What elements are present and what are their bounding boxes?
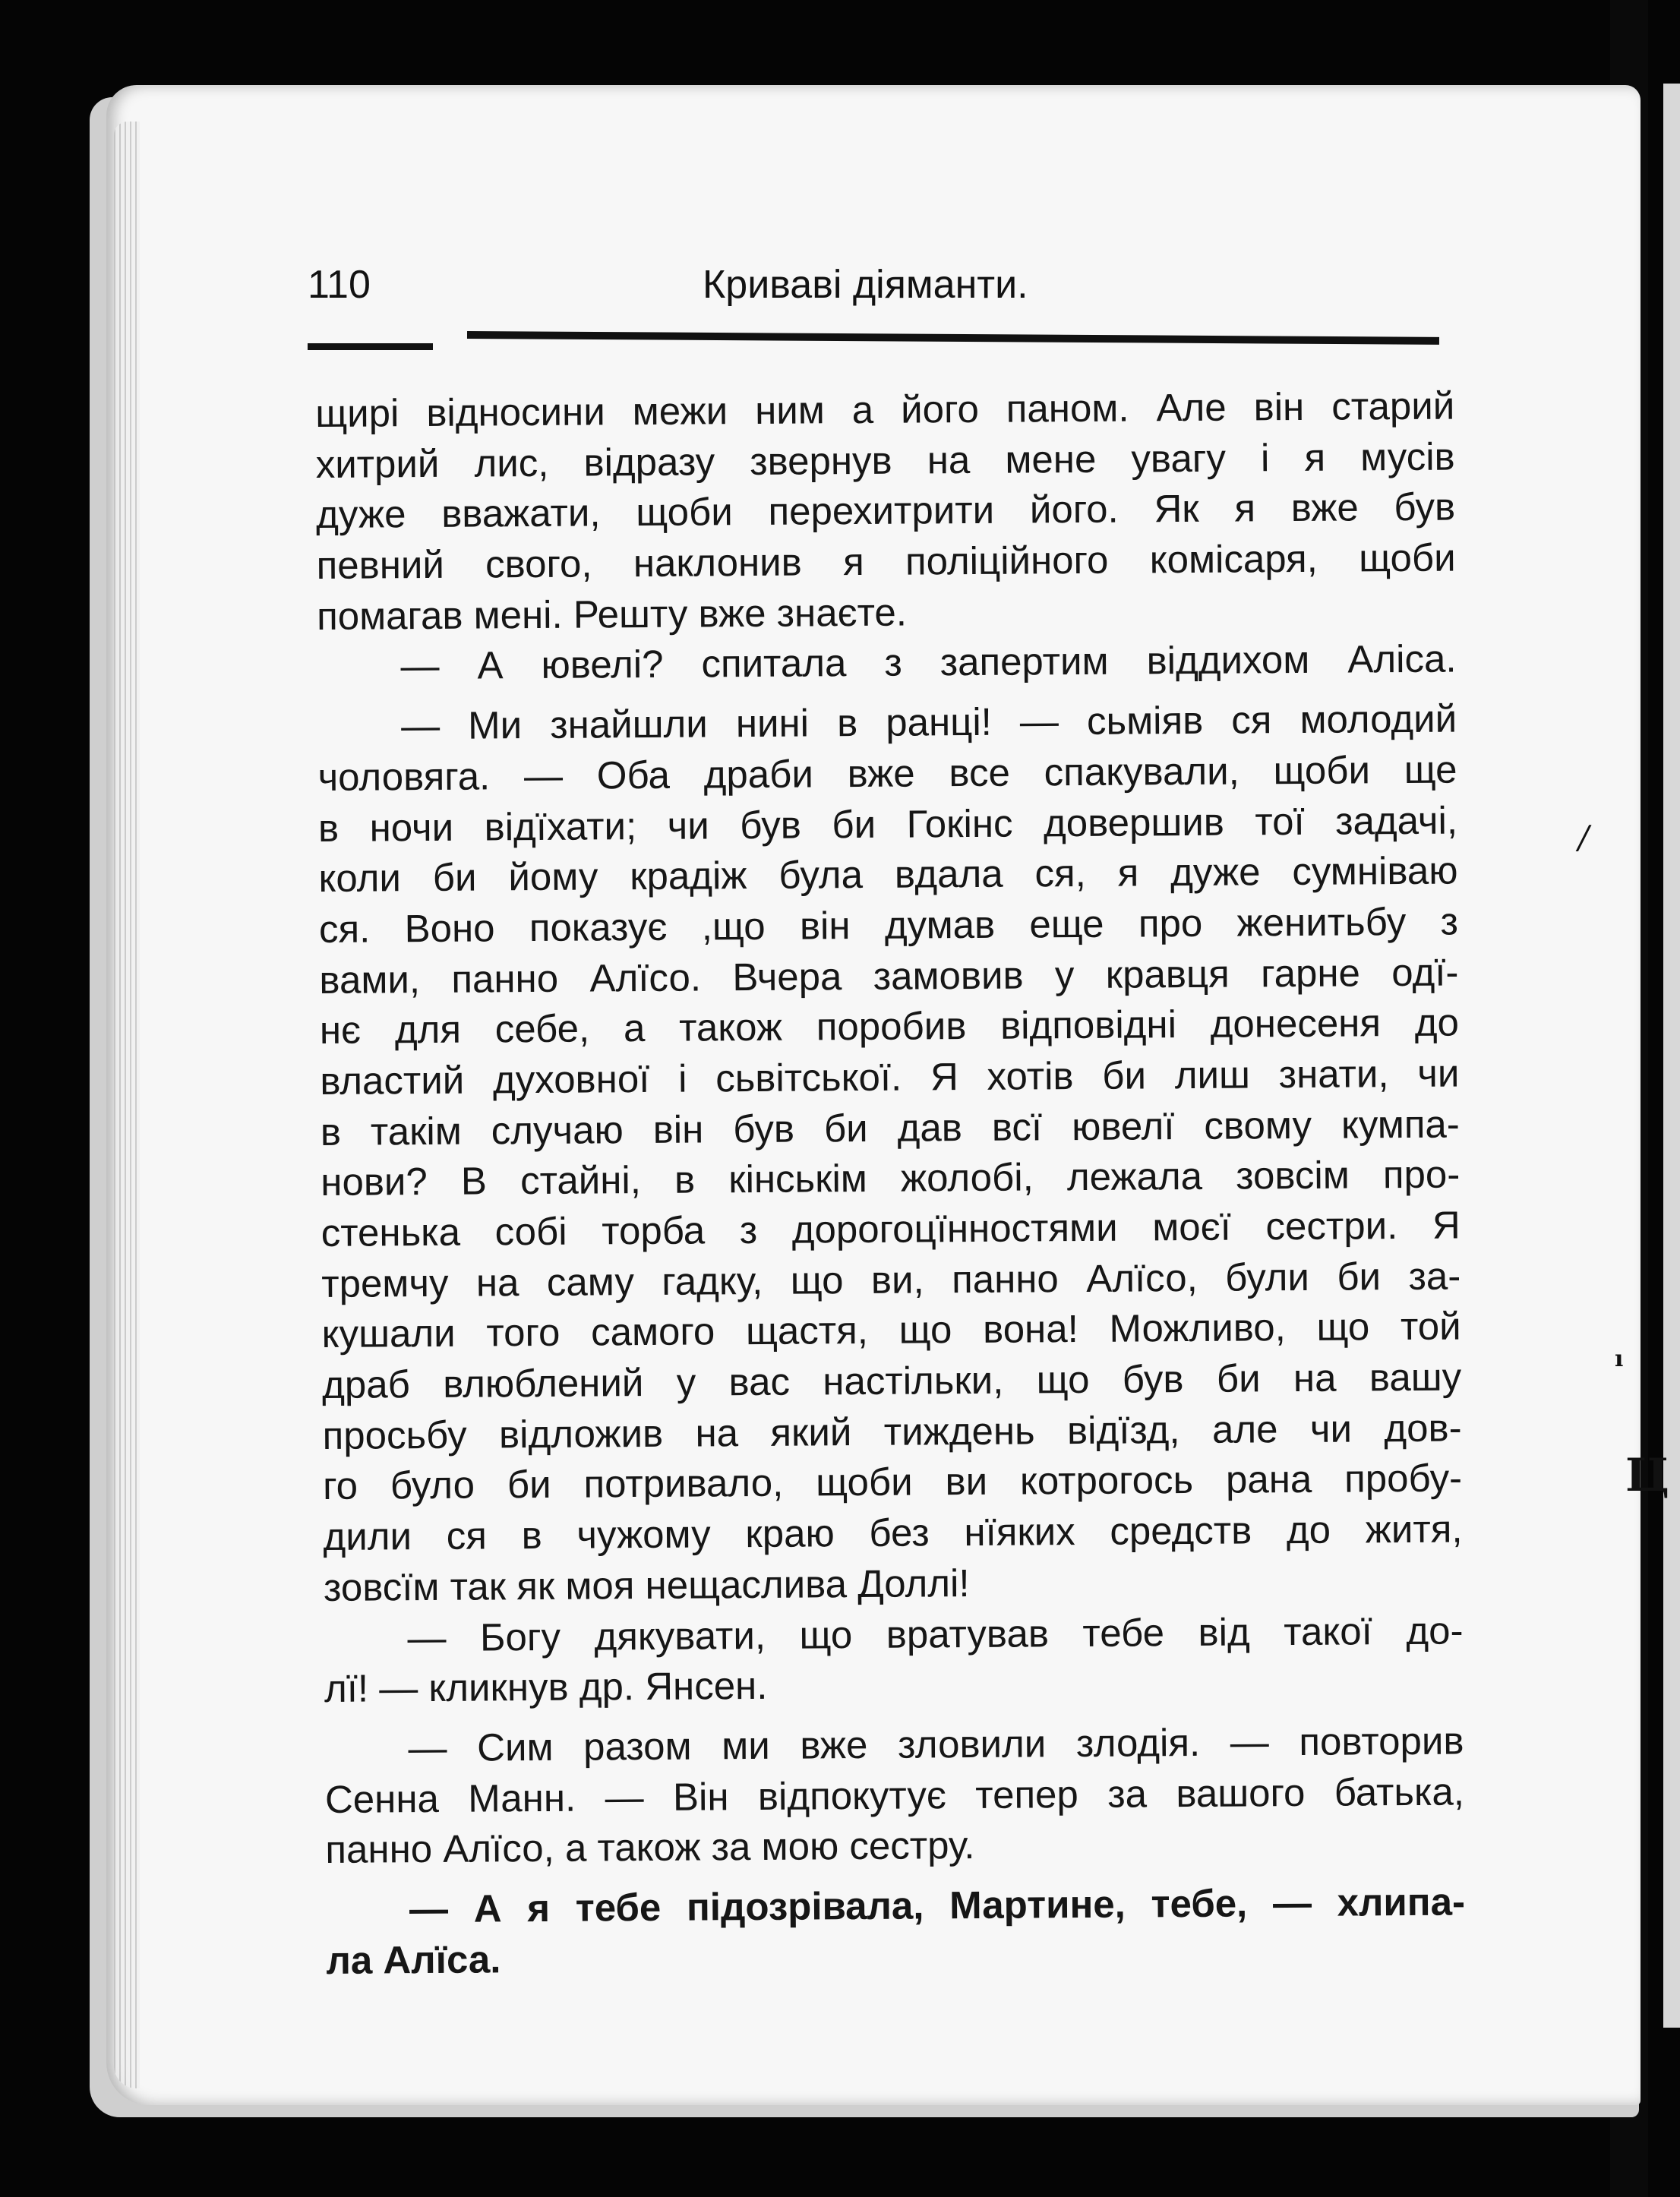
text-line: хитрий лис, відразу звернув на мене увагу і я мусів — [315, 434, 1455, 486]
text-line: лї! — кликнув др. Янсен. — [324, 1664, 768, 1711]
text-line: драб влюблений у вас настільки, що був би на вашу — [321, 1355, 1462, 1407]
text-line: коли би йому крадіж була вдала ся, я дуже сумніваю — [318, 848, 1458, 901]
next-page-edge — [1663, 84, 1680, 2028]
margin-mark: ı — [1615, 1346, 1624, 1372]
text-line: кушали того самого щастя, що вона! Можливо, що той — [321, 1304, 1461, 1356]
text-line: ла Алїса. — [326, 1937, 501, 1982]
text-line: нє для себе, а також поробив відповідні донесеня до — [319, 1000, 1460, 1053]
text-line: нови? В стайні, в кінськім жолобі, лежала зовсім про- — [321, 1152, 1461, 1204]
text-line: властий духовної і сьвітської. Я хотів би лиш знати, чи — [320, 1051, 1460, 1103]
text-line: — А ювелі? спитала з запертим віддихом Аліса. — [400, 636, 1457, 688]
text-line: просьбу відложив на який тиждень відїзд, але чи дов- — [322, 1406, 1462, 1457]
text-line: чоловяга. — Оба драби вже все спакували, щоби ще — [317, 747, 1457, 799]
text-line: зовсїм так як моя нещаслива Доллі! — [323, 1561, 970, 1609]
page-edge-lines — [114, 122, 140, 2088]
text-line: — Богу дякувати, що вратував тебе від такої до- — [407, 1608, 1464, 1659]
text-line: — Ми знайшли нині в ранці! — сьміяв ся молодий — [400, 696, 1457, 748]
text-line: тремчу на саму гадку, що ви, панно Алїсо, були би за- — [321, 1254, 1461, 1305]
margin-mark: Ц — [1625, 1449, 1669, 1502]
text-line: Сенна Манн. — Він відпокутує тепер за вашого батька, — [324, 1769, 1465, 1821]
page-number: 110 — [308, 263, 371, 307]
page-header — [308, 262, 1439, 315]
text-line: певний свого, наклонив я поліційного комісаря, щоби — [316, 535, 1456, 588]
text-line: дуже вважати, щоби перехитрити його. Як я вже був — [315, 485, 1456, 537]
text-line: — А я тебе підозрівала, Мартине, тебе, — хлипа- — [409, 1880, 1466, 1931]
header-rule-short — [308, 343, 433, 350]
running-title: Криваві діяманти. — [703, 263, 1028, 307]
text-line: в такім случаю він був би дав всї ювелї свому кумпа- — [320, 1102, 1460, 1154]
body-text — [315, 381, 1466, 1987]
text-line: в ночи відїхати; чи був би Гокінс довершив тої задачі, — [317, 798, 1458, 850]
text-line: стенька собі торба з дорогоцїнностями моєї сестри. Я — [321, 1203, 1461, 1255]
text-line: — Сим разом ми вже зловили злодія. — повторив — [408, 1719, 1464, 1770]
margin-mark: / — [1578, 819, 1590, 856]
text-line: щирі відносини межи ним а його паном. Але він старий — [315, 384, 1455, 435]
text-line: дили ся в чужому краю без нїяких средств до житя, — [323, 1507, 1463, 1559]
text-line: панно Алїсо, а також за мою сестру. — [325, 1823, 975, 1872]
text-line: ся. Воно показує ,що він думав еще про женитьбу з — [318, 899, 1459, 951]
text-line: помагав мені. Решту вже знаєте. — [316, 590, 908, 638]
text-line: вами, панно Алїсо. Вчера замовив у кравця гарне одї- — [319, 950, 1459, 1002]
text-line: го було би потривало, щоби ви котрогось рана пробу- — [322, 1456, 1463, 1508]
